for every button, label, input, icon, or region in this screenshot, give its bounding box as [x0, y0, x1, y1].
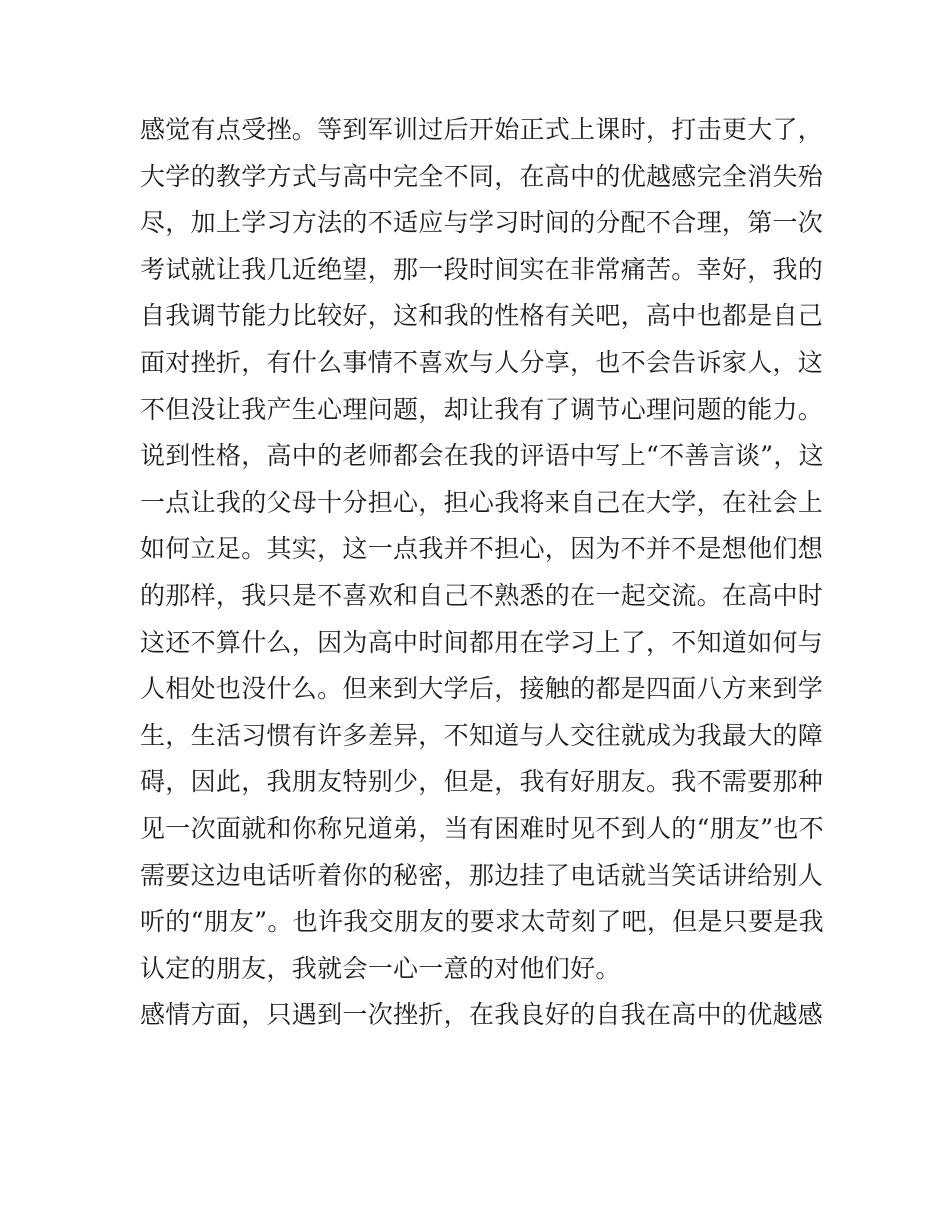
text-line-16: 见一次面就和你称兄道弟，当有困难时见不到人的“朋友”也不: [140, 813, 824, 843]
text-line-3: 尽，加上学习方法的不适应与学习时间的分配不合理，第一次: [140, 208, 824, 238]
text-line-20: 感情方面，只遇到一次挫折，在我良好的自我在高中的优越感: [140, 1000, 824, 1030]
text-line-6: 面对挫折，有什么事情不喜欢与人分享，也不会告诉家人，这: [140, 347, 824, 377]
text-line-12: 这还不算什么，因为高中时间都用在学习上了，不知道如何与: [140, 627, 824, 657]
text-line-10: 如何立足。其实，这一点我并不担心，因为不并不是想他们想: [140, 534, 824, 564]
text-line-14: 生，生活习惯有许多差异，不知道与人交往就成为我最大的障: [140, 720, 824, 750]
text-line-19: 认定的朋友，我就会一心一意的对他们好。: [140, 953, 621, 983]
text-line-7: 不但没让我产生心理问题，却让我有了调节心理问题的能力。: [140, 394, 824, 424]
text-line-18: 听的“朋友”。也许我交朋友的要求太苛刻了吧，但是只要是我: [140, 907, 824, 937]
text-line-11: 的那样，我只是不喜欢和自己不熟悉的在一起交流。在高中时: [140, 580, 824, 610]
text-line-17: 需要这边电话听着你的秘密，那边挂了电话就当笑话讲给别人: [140, 860, 824, 890]
document-body: [140, 107, 824, 1039]
text-line-4: 考试就让我几近绝望，那一段时间实在非常痛苦。幸好，我的: [140, 254, 824, 284]
text-line-5: 自我调节能力比较好，这和我的性格有关吧，高中也都是自己: [140, 301, 824, 331]
text-line-9: 一点让我的父母十分担心，担心我将来自己在大学，在社会上: [140, 487, 824, 517]
text-line-13: 人相处也没什么。但来到大学后，接触的都是四面八方来到学: [140, 674, 824, 704]
text-line-1: 感觉有点受挫。等到军训过后开始正式上课时，打击更大了，: [140, 115, 824, 144]
text-line-8: 说到性格，高中的老师都会在我的评语中写上“不善言谈”，这: [140, 441, 824, 471]
text-line-2: 大学的教学方式与高中完全不同，在高中的优越感完全消失殆: [140, 161, 824, 191]
text-line-15: 碍，因此，我朋友特别少，但是，我有好朋友。我不需要那种: [140, 767, 824, 797]
